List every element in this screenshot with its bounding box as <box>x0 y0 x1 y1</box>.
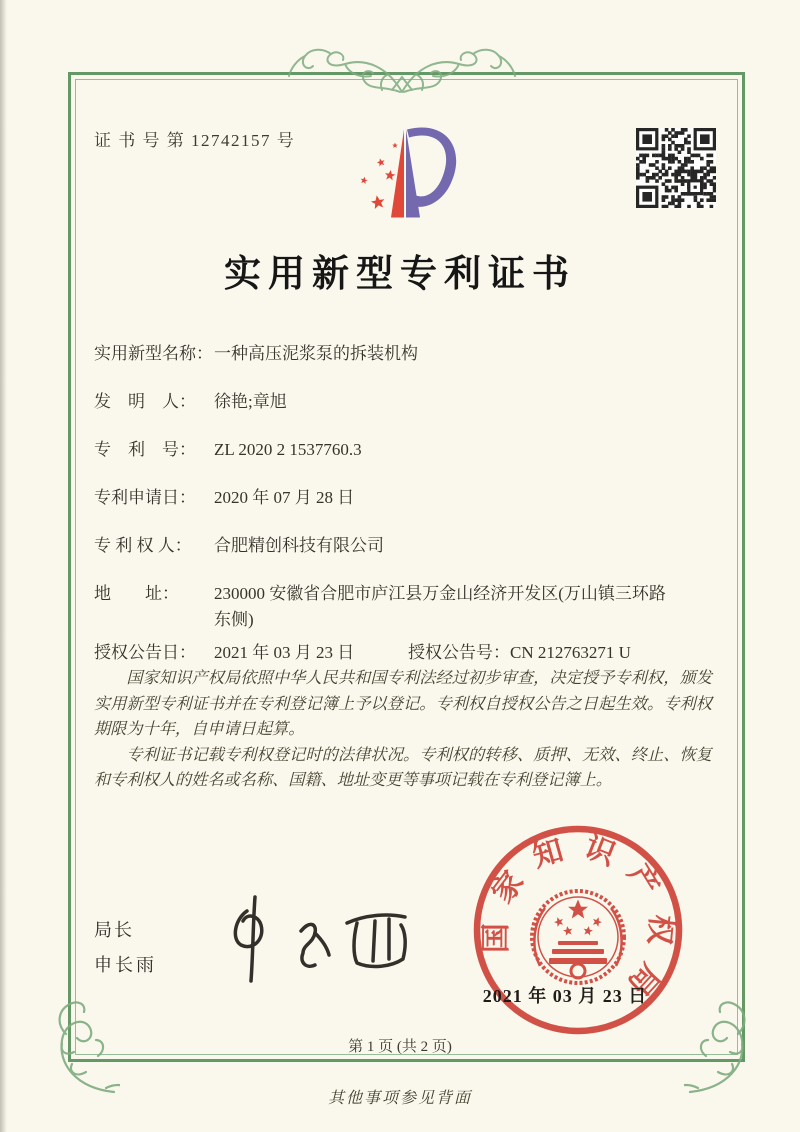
field-inventor <box>94 389 287 415</box>
field-value: 徐艳;章旭 <box>214 392 287 411</box>
field-grant-number <box>408 640 631 666</box>
cnipa-logo <box>345 116 465 224</box>
field-value: 2020 年 07 月 28 日 <box>214 488 355 507</box>
field-label: 授权公告日： <box>94 643 196 662</box>
field-value: 2021 年 03 月 23 日 <box>214 643 355 662</box>
field-utility-model-name <box>94 341 418 367</box>
back-side-note: 其他事项参见背面 <box>327 1090 472 1107</box>
seal-date: 2021 年 03 月 23 日 <box>482 986 648 1006</box>
field-value: CN 212763271 U <box>510 643 631 662</box>
field-patent-number <box>94 437 362 463</box>
certificate-number: 证 书 号 第 12742157 号 <box>94 131 296 150</box>
qr-code <box>636 128 716 208</box>
page-number: 第 1 页 (共 2 页) <box>348 1039 452 1055</box>
field-address <box>94 581 676 633</box>
field-label: 发 明 人： <box>94 392 196 411</box>
top-flourish-ornament <box>287 46 517 98</box>
field-label: 授权公告号： <box>408 643 510 662</box>
seal-ring-text: 国家知识产权局 <box>479 829 678 1014</box>
field-label: 专利申请日： <box>94 488 196 507</box>
commissioner-title: 局长 <box>94 920 134 940</box>
field-label: 专 利 权 人： <box>94 536 192 555</box>
commissioner-signature <box>215 893 425 988</box>
bottom-right-flourish-ornament <box>684 1000 758 1098</box>
field-patentee <box>94 533 384 559</box>
legal-text-block <box>94 666 712 794</box>
legal-paragraph-2: 专利证书记载专利权登记时的法律状况。专利权的转移、质押、无效、终止、恢复和专利权人的姓名或名称、国籍、地址变更等事项记载在专利登记簿上。 <box>94 745 712 789</box>
field-value: 一种高压泥浆泵的拆装机构 <box>214 344 418 363</box>
certificate-title: 实用新型专利证书 <box>224 254 576 295</box>
field-value: 合肥精创科技有限公司 <box>214 536 384 555</box>
commissioner-name: 申长雨 <box>94 955 157 975</box>
field-filing-date <box>94 485 354 511</box>
field-grant-date <box>94 640 354 666</box>
bottom-left-flourish-ornament <box>46 1000 120 1098</box>
field-label: 实用新型名称： <box>94 344 213 363</box>
field-label: 地 址： <box>94 584 179 603</box>
legal-paragraph-1: 国家知识产权局依照中华人民共和国专利法经过初步审查，决定授予专利权，颁发实用新型专利证书并在专利登记簿上予以登记。专利权自授权公告之日起生效。专利权期限为十年，自申请日起算。 <box>94 669 712 738</box>
field-value: ZL 2020 2 1537760.3 <box>214 440 362 459</box>
field-value: 230000 安徽省合肥市庐江县万金山经济开发区(万山镇三环路东侧) <box>214 584 666 629</box>
field-label: 专 利 号： <box>94 440 196 459</box>
